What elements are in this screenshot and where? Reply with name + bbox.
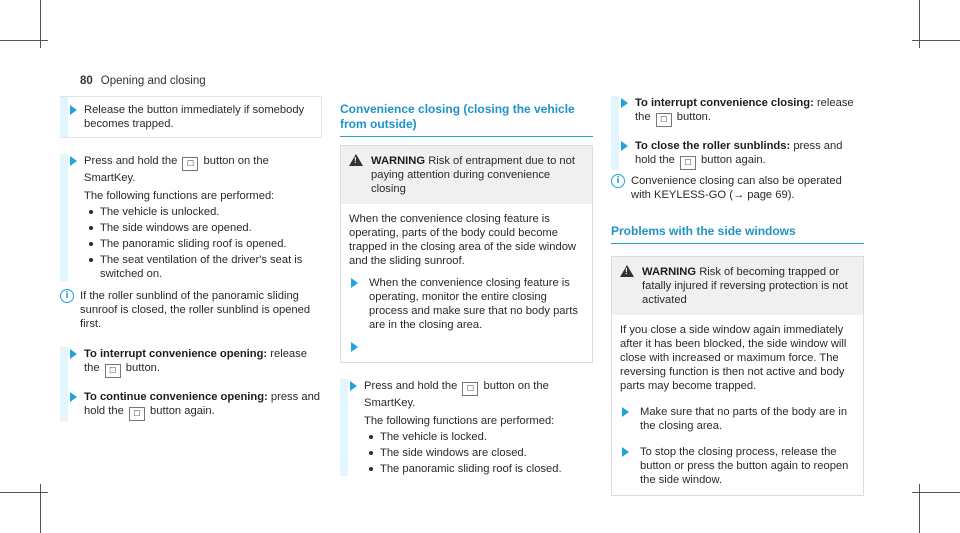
step-arrow-icon	[622, 407, 629, 417]
warning-label: WARNING	[371, 155, 426, 167]
interrupt-text: release the	[635, 97, 854, 123]
column-2	[340, 102, 593, 476]
press-hold-block	[60, 154, 322, 281]
section-title: Opening and closing	[100, 75, 206, 87]
interrupt-label: To interrupt convenience opening:	[84, 348, 268, 360]
step-arrow-icon	[351, 342, 358, 352]
step-arrow-icon	[351, 278, 358, 288]
warning-box	[340, 145, 593, 363]
sunblind-text: press and hold the	[635, 140, 843, 166]
step-bar	[60, 347, 68, 421]
interrupt-text-end: button.	[125, 362, 160, 374]
key-button-icon: ☐	[680, 156, 696, 170]
list-item: The vehicle is locked.	[364, 430, 593, 444]
warning-header: ! WARNING Risk of entrapment due to not paying attention during convenience closing	[341, 146, 592, 204]
step-bar	[611, 96, 619, 170]
continue-text-end: button again.	[150, 405, 215, 417]
interrupt-text: release the	[84, 348, 307, 374]
list-item: The seat ventilation of the driver's seat is switched on.	[84, 253, 322, 281]
info-note	[611, 174, 864, 202]
warning-body-text: When the convenience closing feature is operating, parts of the body could become trapped in the closing area of the side window and the sliding sunroof.	[349, 213, 577, 267]
interrupt-label: To interrupt convenience closing:	[635, 97, 814, 109]
warning-text: Risk of entrapment due to not paying attention during convenience closing	[371, 155, 575, 195]
column-3	[611, 96, 864, 496]
section-heading: Problems with the side windows	[611, 224, 864, 244]
info-icon: i	[60, 289, 74, 303]
key-button-icon: ☐	[182, 157, 198, 171]
following-text: The following functions are performed:	[84, 190, 275, 202]
step-arrow-icon	[350, 381, 357, 391]
warning-step-text: When the convenience closing feature is operating, monitor the entire closing process and make sure that no body parts are in the closing area.	[369, 277, 578, 331]
continue-text: press and hold the	[84, 391, 321, 417]
interrupt-closing-block	[611, 96, 864, 170]
function-list	[360, 430, 593, 476]
press-hold-text: Press and hold the	[84, 155, 178, 167]
note-text: Convenience closing can also be operated with KEYLESS-GO (→ page 69).	[631, 175, 842, 201]
step-arrow-icon	[621, 141, 628, 151]
sunblind-label: To close the roller sunblinds:	[635, 140, 791, 152]
following-text: The following functions are performed:	[364, 415, 555, 427]
press-hold-block	[340, 379, 593, 476]
press-hold-text-end: button on the SmartKey.	[84, 155, 269, 184]
crop-mark	[912, 40, 960, 41]
note-text: If the roller sunblind of the panoramic sliding sunroof is closed, the roller sunblind is opened first.	[80, 290, 311, 330]
step-arrow-icon	[70, 392, 77, 402]
warning-body-text: If you close a side window again immediately after it has been blocked, the side window will close with increased or maximum force. The reversing function is then not active and body parts may become trapped.	[620, 324, 847, 392]
page-header	[80, 74, 206, 88]
press-hold-text-end: button on the SmartKey.	[364, 380, 549, 409]
crop-mark	[0, 492, 48, 493]
warning-body	[341, 204, 592, 362]
warning-body	[612, 315, 863, 495]
crop-mark	[912, 492, 960, 493]
info-note	[60, 289, 322, 331]
step-bar	[60, 154, 68, 281]
function-list	[80, 205, 322, 281]
warning-label: WARNING	[642, 266, 697, 278]
list-item: The panoramic sliding roof is closed.	[364, 462, 593, 476]
step-arrow-icon	[70, 349, 77, 359]
sunblind-text-end: button again.	[701, 154, 766, 166]
list-item: The side windows are opened.	[84, 221, 322, 235]
press-hold-text: Press and hold the	[364, 380, 458, 392]
list-item: The side windows are closed.	[364, 446, 593, 460]
warning-header: ! WARNING Risk of becoming trapped or fatally injured if reversing protection is not activated	[612, 257, 863, 315]
release-step-text: Release the button immediately if somebody becomes trapped.	[84, 104, 305, 130]
section-heading: Convenience closing (closing the vehicle from outside)	[340, 102, 593, 137]
warning-box	[611, 256, 864, 496]
list-item: The vehicle is unlocked.	[84, 205, 322, 219]
step-arrow-icon	[622, 447, 629, 457]
list-item: The panoramic sliding roof is opened.	[84, 237, 322, 251]
key-button-icon: ☐	[129, 407, 145, 421]
step-arrow-icon	[70, 105, 77, 115]
crop-mark	[0, 40, 48, 41]
warning-step-text: To stop the closing process, release the button or press the button again to reopen the side window.	[640, 446, 849, 486]
key-button-icon: ☐	[656, 113, 672, 127]
continue-label: To continue convenience opening:	[84, 391, 268, 403]
step-bar	[60, 97, 68, 137]
interrupt-text-end: button.	[676, 111, 711, 123]
warning-step-text: Make sure that no parts of the body are in the closing area.	[640, 406, 848, 432]
key-button-icon: ☐	[105, 364, 121, 378]
release-step-block	[60, 96, 322, 138]
info-icon: i	[611, 174, 625, 188]
interrupt-block	[60, 347, 322, 421]
step-bar	[340, 379, 348, 476]
key-button-icon: ☐	[462, 382, 478, 396]
step-arrow-icon	[70, 156, 77, 166]
step-arrow-icon	[621, 98, 628, 108]
page-number: 80	[80, 75, 93, 87]
warning-text: Risk of becoming trapped or fatally injured if reversing protection is not activated	[642, 266, 848, 306]
column-1	[60, 96, 322, 421]
